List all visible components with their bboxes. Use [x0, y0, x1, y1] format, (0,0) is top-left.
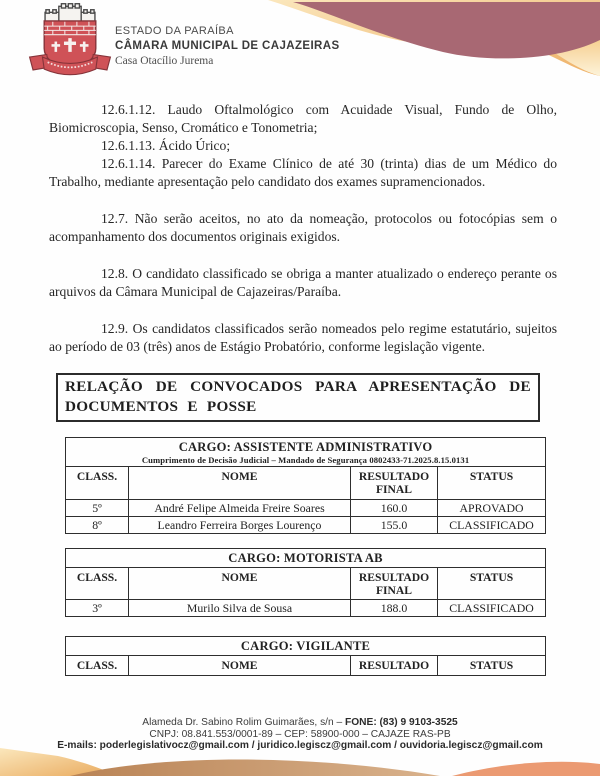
table-caption	[66, 637, 546, 656]
footer-phone: FONE: (83) 9 9103-3525	[345, 717, 458, 728]
cell-resultado: 155.0	[351, 516, 438, 533]
col-header-status: STATUS	[438, 567, 546, 600]
col-header-nome: NOME	[129, 656, 351, 675]
col-header-resultado: RESULTADO FINAL	[351, 567, 438, 600]
footer-cnpj-line: CNPJ: 08.841.553/0001-89 – CEP: 58900-000 – CAJAZE RAS-PB	[149, 728, 451, 740]
paragraph-12-9: 12.9. Os candidatos classificados serão nomeados pelo regime estatutário, sujeitos ao período de 03 (três) anos de Estágio Probatório, conforme legislação vigente.	[49, 321, 557, 354]
col-header-class: CLASS.	[66, 467, 129, 500]
col-header-nome: NOME	[129, 467, 351, 500]
table-cargo-vigilante	[65, 636, 546, 675]
table-row	[66, 499, 546, 516]
footer-emails-line: E-mails: poderlegislativocz@gmail.com / juridico.legiscz@gmail.com / ouvidoria.legiscz@gmail.com	[57, 740, 543, 751]
table-row	[66, 600, 546, 617]
table-row	[66, 516, 546, 533]
cell-status: CLASSIFICADO	[438, 516, 546, 533]
bottom-wave-decoration	[0, 746, 600, 776]
header-state-name: ESTADO DA PARAÍBA	[115, 25, 234, 37]
col-header-resultado: RESULTADO	[351, 656, 438, 675]
section-title-box: RELAÇÃO DE CONVOCADOS PARA APRESENTAÇÃO DE DOCUMENTOS E POSSE	[56, 373, 540, 422]
cell-class: 5º	[66, 499, 129, 516]
col-header-class: CLASS.	[66, 567, 129, 600]
footer-address-line	[0, 717, 600, 729]
cell-resultado: 160.0	[351, 499, 438, 516]
col-header-status: STATUS	[438, 467, 546, 500]
col-header-class: CLASS.	[66, 656, 129, 675]
paragraph-12-6-1-13: 12.6.1.13. Ácido Úrico;	[101, 138, 231, 153]
cell-nome: André Felipe Almeida Freire Soares	[129, 499, 351, 516]
col-header-status: STATUS	[438, 656, 546, 675]
document-body	[49, 101, 557, 676]
table-caption-subtitle: Cumprimento de Decisão Judicial – Mandado de Segurança 0802433-71.2025.8.15.0131	[141, 455, 470, 465]
footer-address: Alameda Dr. Sabino Rolim Guimarães, s/n –	[142, 717, 346, 728]
table-caption	[66, 548, 546, 567]
col-header-resultado: RESULTADO FINAL	[351, 467, 438, 500]
header-subtitle: Casa Otacílio Jurema	[115, 54, 214, 67]
paragraph-12-6-1-12: 12.6.1.12. Laudo Oftalmológico com Acuidade Visual, Fundo de Olho, Biomicroscopia, Senso, Cromático e Tonometria;	[49, 102, 557, 135]
cell-nome: Murilo Silva de Sousa	[129, 600, 351, 617]
cell-status: CLASSIFICADO	[438, 600, 546, 617]
table-header-row	[66, 467, 546, 500]
cell-nome: Leandro Ferreira Borges Lourenço	[129, 516, 351, 533]
header-text-block	[115, 24, 340, 69]
cell-class: 8º	[66, 516, 129, 533]
table-caption	[66, 438, 546, 467]
table-caption-title: CARGO: MOTORISTA AB	[228, 550, 383, 565]
cell-status: APROVADO	[438, 499, 546, 516]
table-cargo-motorista-ab	[65, 548, 546, 618]
table-caption-title: CARGO: VIGILANTE	[240, 639, 371, 654]
cell-class: 3º	[66, 600, 129, 617]
paragraph-12-6-1-14: 12.6.1.14. Parecer do Exame Clínico de até 30 (trinta) dias de um Médico do Trabalho, mediante apresentação pelo candidato dos exames supramencionados.	[49, 156, 557, 189]
table-header-row	[66, 656, 546, 675]
table-cargo-assistente-administrativo	[65, 437, 546, 534]
header-institution-name: CÂMARA MUNICIPAL DE CAJAZEIRAS	[115, 39, 340, 52]
cell-resultado: 188.0	[351, 600, 438, 617]
paragraph-12-7: 12.7. Não serão aceitos, no ato da nomeação, protocolos ou fotocópias sem o acompanhamento dos documentos originais exigidos.	[49, 211, 557, 244]
coat-of-arms-icon	[27, 3, 113, 87]
table-caption-title: CARGO: ASSISTENTE ADMINISTRATIVO	[178, 440, 433, 454]
paragraph-12-8: 12.8. O candidato classificado se obriga a manter atualizado o endereço perante os arquivos da Câmara Municipal de Cajazeiras/Paraíba.	[49, 266, 557, 299]
table-header-row	[66, 567, 546, 600]
col-header-nome: NOME	[129, 567, 351, 600]
